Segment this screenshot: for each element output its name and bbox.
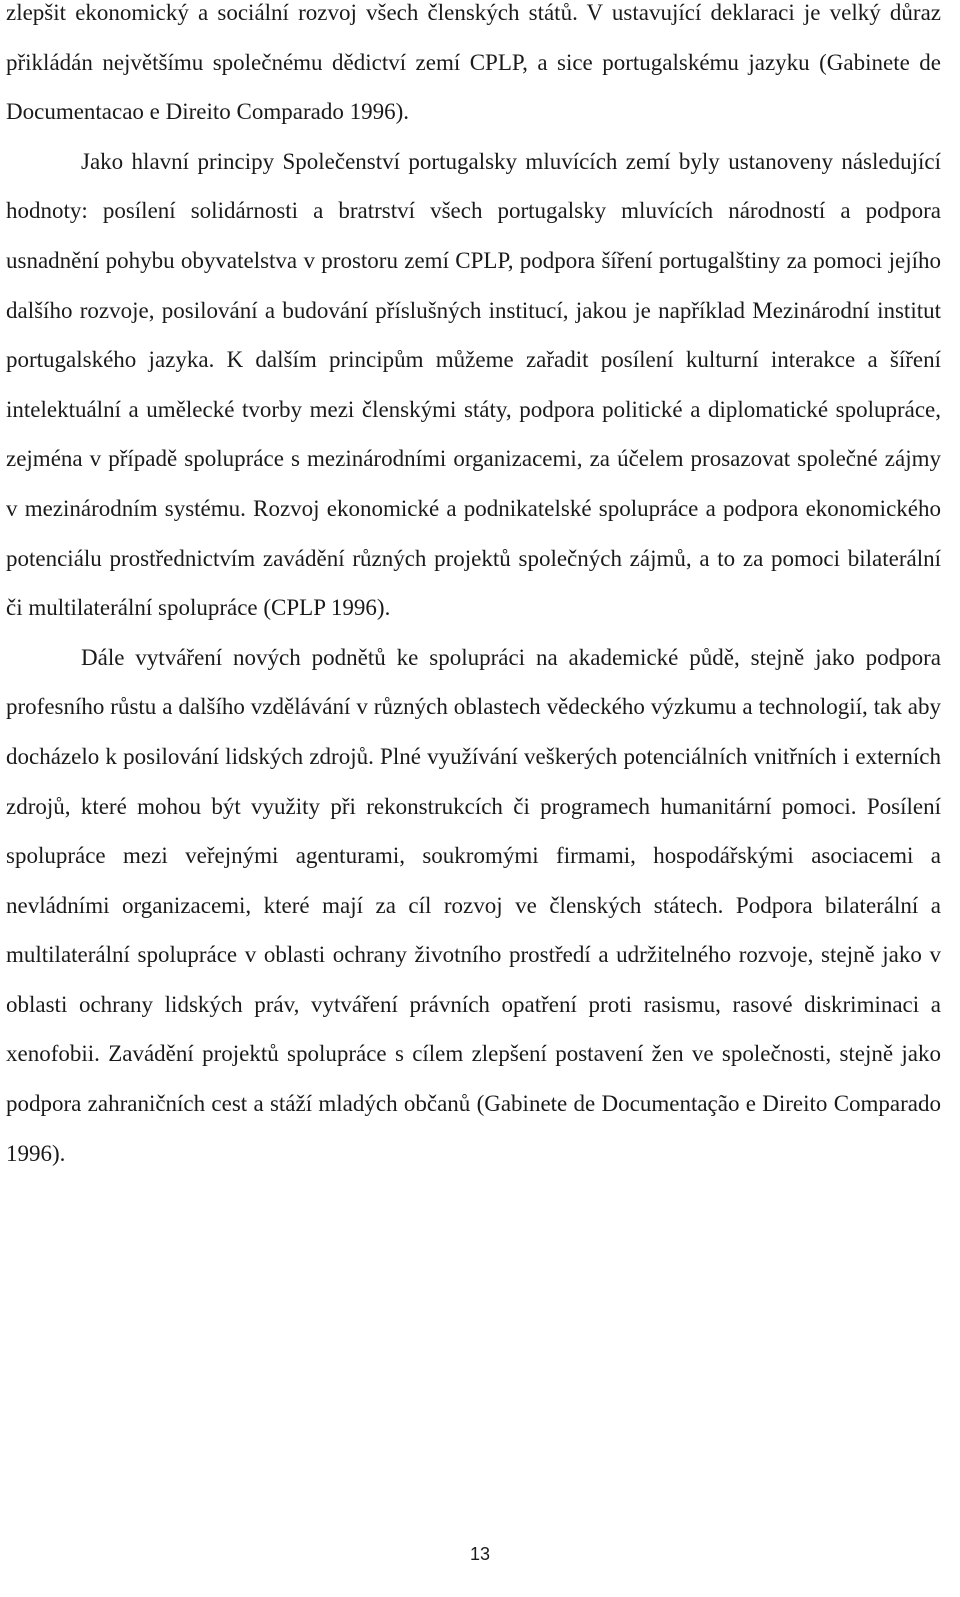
paragraph-cooperation: Dále vytváření nových podnětů ke spolupráci na akademické půdě, stejně jako podpora profesního růstu a dalšího vzdělávání v různých oblastech vědeckého výzkumu a technologií, tak aby docházelo k posilování lidských zdrojů. Plné využívání veškerých potenciálních vnitřních i externích zdrojů, které mohou být využity při rekonstrukcích či programech humanitární pomoci. Posílení spolupráce mezi veřejnými agenturami, soukromými firmami, hospodářskými asociacemi a nevládními organizacemi, které mají za cíl rozvoj ve členských státech. Podpora bilaterální a multilaterální spolupráce v oblasti ochrany životního prostředí a udržitelného rozvoje, stejně jako v oblasti ochrany lidských práv, vytváření právních opatření proti rasismu, rasové diskriminaci a xenofobii. Zavádění projektů spolupráce s cílem zlepšení postavení žen ve společnosti, stejně jako podpora zahraničních cest a stáží mladých občanů (Gabinete de Documentação e Direito Comparado 1996). (6, 644, 941, 1166)
paragraph-continuation: zlepšit ekonomický a sociální rozvoj všech členských států. V ustavující deklaraci je velký důraz přikládán největšímu společnému dědictví zemí CPLP, a sice portugalskému jazyku (Gabinete de Documentacao e Direito Comparado 1996). (6, 0, 941, 125)
paragraph-principles: Jako hlavní principy Společenství portugalsky mluvících zemí byly ustanoveny následující hodnoty: posílení solidárnosti a bratrství všech portugalsky mluvících národností a podpora usnadnění pohybu obyvatelstva v prostoru zemí CPLP, podpora šíření portugalštiny za pomoci jejího dalšího rozvoje, posilování a budování příslušných institucí, jakou je například Mezinárodní institut portugalského jazyka. K dalším principům můžeme zařadit posílení kulturní interakce a šíření intelektuální a umělecké tvorby mezi členskými státy, podpora politické a diplomatické spolupráce, zejména v případě spolupráce s mezinárodními organizacemi, za účelem prosazovat společné zájmy v mezinárodním systému. Rozvoj ekonomické a podnikatelské spolupráce a podpora ekonomického potenciálu prostřednictvím zavádění různých projektů společných zájmů, a to za pomoci bilaterální či multilaterální spolupráce (CPLP 1996). (6, 148, 941, 621)
page-number: 13 (469, 1544, 491, 1564)
document-body (6, 0, 941, 1178)
